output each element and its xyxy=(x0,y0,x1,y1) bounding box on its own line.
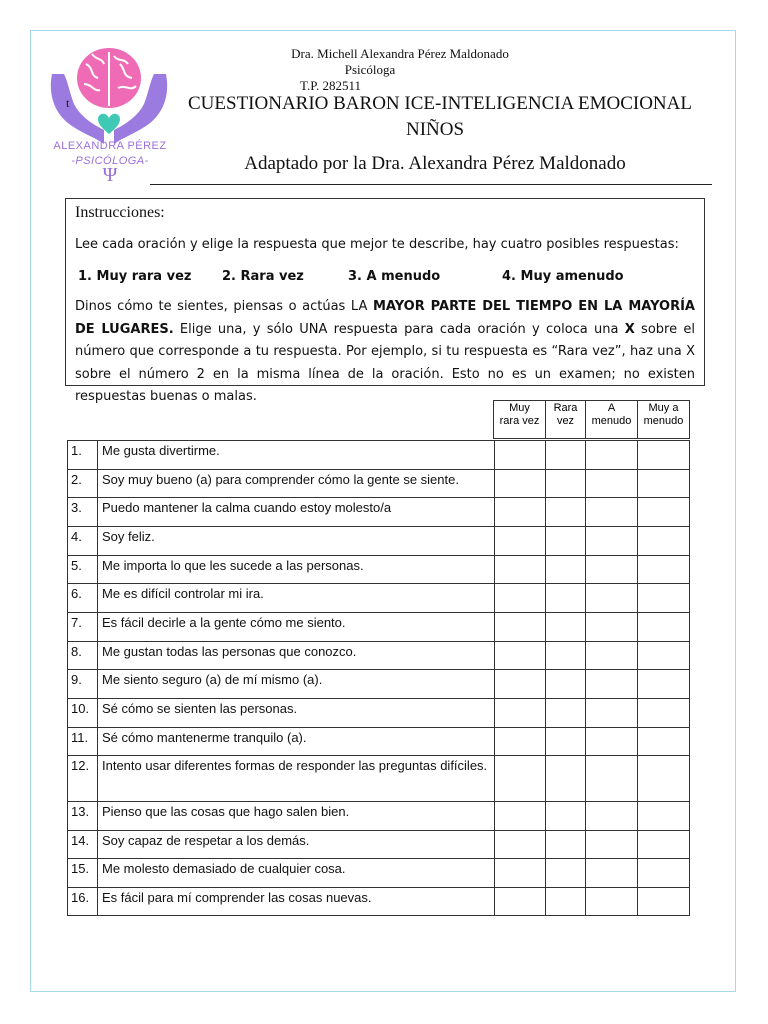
question-text: Me importa lo que les sucede a las personas. xyxy=(98,556,495,584)
answer-cell-option-3[interactable] xyxy=(586,888,638,916)
answer-cell-option-1[interactable] xyxy=(495,831,546,859)
document-title-line1: CUESTIONARIO BARON ICE-INTELIGENCIA EMOCIONAL xyxy=(188,93,692,114)
question-row xyxy=(68,699,690,728)
instructions-box xyxy=(65,198,705,404)
answer-cell-option-4[interactable] xyxy=(638,728,690,756)
instructions-title: Instrucciones: xyxy=(75,204,165,221)
question-text: Me gustan todas las personas que conozco. xyxy=(98,642,495,670)
question-row xyxy=(68,441,690,470)
answer-cell-option-4[interactable] xyxy=(638,802,690,831)
answer-cell-option-1[interactable] xyxy=(495,441,546,470)
column-header-a-menudo: A menudo xyxy=(586,401,638,439)
option-2: 2. Rara vez xyxy=(222,269,304,284)
instructions-body: Dinos cómo te sientes, piensas o actúas LA MAYOR PARTE DEL TIEMPO EN LA MAYORÍA DE LUGARES. Elige una, y sólo UNA respuesta para cada oración y coloca una X sobre el número que corresponde a tu respuesta. Por ejemplo, si tu respuesta es “Rara vez”, haz una X sobre el número 2 en la misma línea de la oración. Esto no es un examen; no existen respuestas buenas o malas. xyxy=(75,299,695,404)
question-number: 16. xyxy=(68,888,98,916)
answer-cell-option-4[interactable] xyxy=(638,470,690,498)
answer-cell-option-2[interactable] xyxy=(546,670,586,699)
answer-cell-option-4[interactable] xyxy=(638,441,690,470)
answer-cell-option-3[interactable] xyxy=(586,699,638,728)
answer-cell-option-2[interactable] xyxy=(546,728,586,756)
answer-cell-option-2[interactable] xyxy=(546,613,586,642)
answer-cell-option-3[interactable] xyxy=(586,728,638,756)
response-column-headers xyxy=(493,400,690,439)
answer-cell-option-4[interactable] xyxy=(638,859,690,888)
answer-cell-option-2[interactable] xyxy=(546,802,586,831)
question-number: 4. xyxy=(68,527,98,556)
stray-character: t xyxy=(66,96,70,110)
question-number: 11. xyxy=(68,728,98,756)
answer-cell-option-3[interactable] xyxy=(586,802,638,831)
question-number: 10. xyxy=(68,699,98,728)
answer-cell-option-1[interactable] xyxy=(495,728,546,756)
answer-cell-option-1[interactable] xyxy=(495,802,546,831)
answer-cell-option-1[interactable] xyxy=(495,613,546,642)
question-text: Sé cómo se sienten las personas. xyxy=(98,699,495,728)
answer-cell-option-3[interactable] xyxy=(586,831,638,859)
question-text: Me molesto demasiado de cualquier cosa. xyxy=(98,859,495,888)
question-number: 7. xyxy=(68,613,98,642)
question-row xyxy=(68,756,690,802)
answer-cell-option-4[interactable] xyxy=(638,831,690,859)
answer-cell-option-3[interactable] xyxy=(586,859,638,888)
question-number: 1. xyxy=(68,441,98,470)
instructions-lead: Lee cada oración y elige la respuesta que mejor te describe, hay cuatro posibles respuestas: xyxy=(75,237,679,252)
question-number: 2. xyxy=(68,470,98,498)
question-text: Es fácil para mí comprender las cosas nuevas. xyxy=(98,888,495,916)
answer-cell-option-2[interactable] xyxy=(546,699,586,728)
logo-role: -PSICÓLOGA- xyxy=(71,155,149,167)
doctor-role: Psicóloga xyxy=(344,62,396,77)
question-row xyxy=(68,584,690,613)
doctor-name: Dra. Michell Alexandra Pérez Maldonado xyxy=(291,46,509,61)
question-row xyxy=(68,613,690,642)
question-row xyxy=(68,642,690,670)
answer-cell-option-3[interactable] xyxy=(586,498,638,527)
question-text: Puedo mantener la calma cuando estoy molesto/a xyxy=(98,498,495,527)
question-text: Pienso que las cosas que hago salen bien. xyxy=(98,802,495,831)
answer-cell-option-1[interactable] xyxy=(495,642,546,670)
answer-cell-option-1[interactable] xyxy=(495,888,546,916)
answer-cell-option-2[interactable] xyxy=(546,888,586,916)
question-row xyxy=(68,888,690,916)
answer-cell-option-4[interactable] xyxy=(638,613,690,642)
logo-name: ALEXANDRA PÉREZ xyxy=(53,140,167,152)
question-text: Me es difícil controlar mi ira. xyxy=(98,584,495,613)
answer-cell-option-3[interactable] xyxy=(586,642,638,670)
option-1: 1. Muy rara vez xyxy=(78,269,192,284)
question-number: 15. xyxy=(68,859,98,888)
answer-cell-option-3[interactable] xyxy=(586,756,638,802)
question-number: 3. xyxy=(68,498,98,527)
answer-cell-option-3[interactable] xyxy=(586,613,638,642)
question-row xyxy=(68,470,690,498)
answer-cell-option-2[interactable] xyxy=(546,470,586,498)
column-header-muy-rara-vez: Muy rara vez xyxy=(494,401,546,439)
question-text: Sé cómo mantenerme tranquilo (a). xyxy=(98,728,495,756)
answer-cell-option-2[interactable] xyxy=(546,441,586,470)
question-row xyxy=(68,670,690,699)
answer-cell-option-4[interactable] xyxy=(638,527,690,556)
answer-cell-option-2[interactable] xyxy=(546,556,586,584)
answer-cell-option-4[interactable] xyxy=(638,642,690,670)
answer-cell-option-4[interactable] xyxy=(638,756,690,802)
column-header-rara-vez: Rara vez xyxy=(546,401,586,439)
option-3: 3. A menudo xyxy=(348,269,441,284)
answer-cell-option-3[interactable] xyxy=(586,670,638,699)
license-number: T.P. 282511 xyxy=(300,78,362,93)
question-text: Soy capaz de respetar a los demás. xyxy=(98,831,495,859)
header-rule xyxy=(150,184,712,185)
question-text: Me siento seguro (a) de mí mismo (a). xyxy=(98,670,495,699)
question-row xyxy=(68,527,690,556)
question-row xyxy=(68,498,690,527)
question-text: Me gusta divertirme. xyxy=(98,441,495,470)
question-row xyxy=(68,802,690,831)
answer-cell-option-3[interactable] xyxy=(586,441,638,470)
question-text: Es fácil decirle a la gente cómo me siento. xyxy=(98,613,495,642)
answer-cell-option-1[interactable] xyxy=(495,584,546,613)
answer-cell-option-3[interactable] xyxy=(586,556,638,584)
answer-cell-option-3[interactable] xyxy=(586,470,638,498)
answer-cell-option-4[interactable] xyxy=(638,699,690,728)
answer-cell-option-4[interactable] xyxy=(638,670,690,699)
answer-cell-option-1[interactable] xyxy=(495,699,546,728)
answer-cell-option-2[interactable] xyxy=(546,859,586,888)
question-number: 14. xyxy=(68,831,98,859)
answer-cell-option-1[interactable] xyxy=(495,859,546,888)
question-row xyxy=(68,831,690,859)
answer-cell-option-4[interactable] xyxy=(638,556,690,584)
answer-cell-option-1[interactable] xyxy=(495,527,546,556)
answer-cell-option-2[interactable] xyxy=(546,831,586,859)
questions-table xyxy=(67,440,690,916)
question-row xyxy=(68,556,690,584)
answer-cell-option-1[interactable] xyxy=(495,756,546,802)
answer-cell-option-3[interactable] xyxy=(586,584,638,613)
question-number: 12. xyxy=(68,756,98,802)
question-row xyxy=(68,859,690,888)
question-text: Intento usar diferentes formas de responder las preguntas difíciles. xyxy=(98,756,495,802)
answer-cell-option-3[interactable] xyxy=(586,527,638,556)
answer-cell-option-1[interactable] xyxy=(495,670,546,699)
document-title-line2: NIÑOS xyxy=(405,119,465,140)
question-number: 8. xyxy=(68,642,98,670)
answer-cell-option-2[interactable] xyxy=(546,584,586,613)
question-number: 13. xyxy=(68,802,98,831)
question-row xyxy=(68,728,690,756)
question-number: 5. xyxy=(68,556,98,584)
column-header-muy-a-menudo: Muy a menudo xyxy=(638,401,690,439)
answer-cell-option-2[interactable] xyxy=(546,498,586,527)
answer-cell-option-2[interactable] xyxy=(546,527,586,556)
answer-cell-option-1[interactable] xyxy=(495,556,546,584)
option-4: 4. Muy amenudo xyxy=(502,269,624,284)
answer-cell-option-1[interactable] xyxy=(495,498,546,527)
answer-cell-option-4[interactable] xyxy=(638,584,690,613)
document-subtitle: Adaptado por la Dra. Alexandra Pérez Maldonado xyxy=(244,153,626,174)
answer-cell-option-2[interactable] xyxy=(546,642,586,670)
answer-cell-option-4[interactable] xyxy=(638,888,690,916)
answer-cell-option-4[interactable] xyxy=(638,498,690,527)
answer-cell-option-1[interactable] xyxy=(495,470,546,498)
question-text: Soy muy bueno (a) para comprender cómo la gente se siente. xyxy=(98,470,495,498)
question-number: 9. xyxy=(68,670,98,699)
psi-icon: Ψ xyxy=(102,164,118,186)
question-number: 6. xyxy=(68,584,98,613)
question-text: Soy feliz. xyxy=(98,527,495,556)
answer-cell-option-2[interactable] xyxy=(546,756,586,802)
